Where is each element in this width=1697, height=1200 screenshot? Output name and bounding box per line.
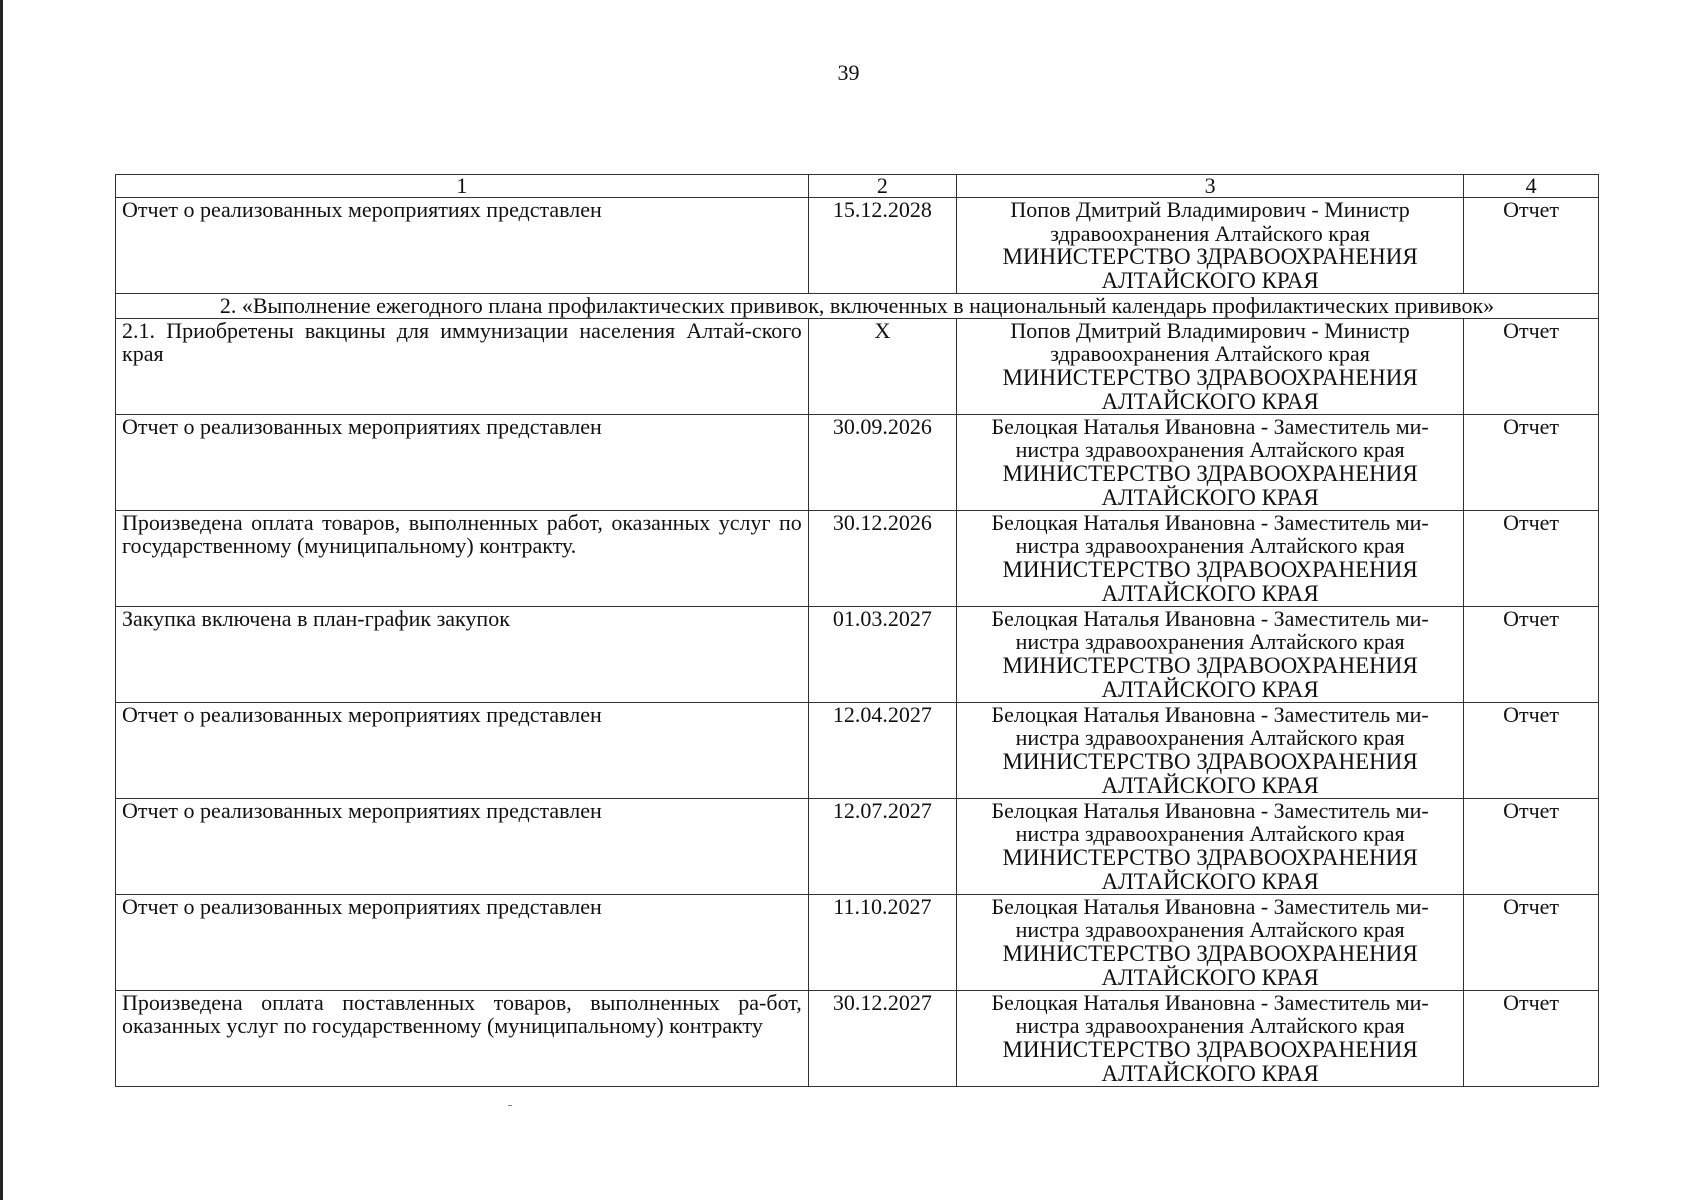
- responsible-person: Попов Дмитрий Владимирович - Министр здравоохранения Алтайского края: [1010, 197, 1410, 246]
- responsible-cell: [957, 894, 1464, 990]
- table-row: [116, 510, 1599, 606]
- result-cell: Закупка включена в план-график закупок: [116, 606, 809, 702]
- plan-table-body: [116, 175, 1599, 1087]
- doc-type-cell: Отчет: [1464, 198, 1599, 294]
- responsible-person: Попов Дмитрий Владимирович - Министр здравоохранения Алтайского края: [1010, 317, 1410, 366]
- column-header: 2: [808, 175, 956, 198]
- doc-type-cell: Отчет: [1464, 318, 1599, 414]
- date-cell: 30.12.2026: [808, 510, 956, 606]
- date-cell: 01.03.2027: [808, 606, 956, 702]
- result-cell: 2.1. Приобретены вакцины для иммунизации населения Алтай-ского края: [116, 318, 809, 414]
- result-cell: Произведена оплата товаров, выполненных работ, оказанных услуг по государственному (муниципальному) контракту.: [116, 510, 809, 606]
- responsible-person: Белоцкая Наталья Ивановна - Заместитель ми-нистра здравоохранения Алтайского края: [991, 509, 1429, 558]
- result-cell: Отчет о реализованных мероприятиях представлен: [116, 894, 809, 990]
- organization-name: МИНИСТЕРСТВО ЗДРАВООХРАНЕНИЯ АЛТАЙСКОГО КРАЯ: [1002, 460, 1418, 510]
- scan-edge: [0, 0, 3, 1200]
- doc-type-cell: Отчет: [1464, 894, 1599, 990]
- date-cell: 15.12.2028: [808, 198, 956, 294]
- responsible-person: Белоцкая Наталья Ивановна - Заместитель ми-нистра здравоохранения Алтайского края: [991, 989, 1429, 1038]
- doc-type-cell: Отчет: [1464, 606, 1599, 702]
- result-cell: Отчет о реализованных мероприятиях представлен: [116, 798, 809, 894]
- table-row: [116, 414, 1599, 510]
- header-row: [116, 175, 1599, 198]
- responsible-person: Белоцкая Наталья Ивановна - Заместитель ми-нистра здравоохранения Алтайского края: [991, 413, 1429, 462]
- responsible-cell: [957, 198, 1464, 294]
- doc-type-cell: Отчет: [1464, 702, 1599, 798]
- organization-name: МИНИСТЕРСТВО ЗДРАВООХРАНЕНИЯ АЛТАЙСКОГО КРАЯ: [1002, 244, 1418, 293]
- responsible-cell: [957, 702, 1464, 798]
- organization-name: МИНИСТЕРСТВО ЗДРАВООХРАНЕНИЯ АЛТАЙСКОГО КРАЯ: [1002, 556, 1418, 606]
- table-row: [116, 318, 1599, 414]
- date-cell: 30.12.2027: [808, 990, 956, 1086]
- responsible-cell: [957, 510, 1464, 606]
- date-cell: X: [808, 318, 956, 414]
- responsible-person: Белоцкая Наталья Ивановна - Заместитель ми-нистра здравоохранения Алтайского края: [991, 893, 1429, 942]
- result-cell: Отчет о реализованных мероприятиях представлен: [116, 702, 809, 798]
- organization-name: МИНИСТЕРСТВО ЗДРАВООХРАНЕНИЯ АЛТАЙСКОГО КРАЯ: [1002, 652, 1418, 702]
- responsible-person: Белоцкая Наталья Ивановна - Заместитель ми-нистра здравоохранения Алтайского края: [991, 605, 1429, 654]
- result-cell: Отчет о реализованных мероприятиях представлен: [116, 198, 809, 294]
- responsible-cell: [957, 606, 1464, 702]
- organization-name: МИНИСТЕРСТВО ЗДРАВООХРАНЕНИЯ АЛТАЙСКОГО КРАЯ: [1002, 364, 1418, 414]
- table-row: [116, 990, 1599, 1086]
- organization-name: МИНИСТЕРСТВО ЗДРАВООХРАНЕНИЯ АЛТАЙСКОГО КРАЯ: [1002, 1036, 1418, 1086]
- responsible-cell: [957, 414, 1464, 510]
- table-row: [116, 702, 1599, 798]
- responsible-cell: [957, 990, 1464, 1086]
- doc-type-cell: Отчет: [1464, 798, 1599, 894]
- column-header: 3: [957, 175, 1464, 198]
- scan-artifact: [508, 1105, 512, 1106]
- responsible-cell: [957, 318, 1464, 414]
- responsible-person: Белоцкая Наталья Ивановна - Заместитель ми-нистра здравоохранения Алтайского края: [991, 701, 1429, 750]
- doc-type-cell: Отчет: [1464, 414, 1599, 510]
- result-cell: Произведена оплата поставленных товаров, выполненных ра-бот, оказанных услуг по государственному (муниципальному) контракту: [116, 990, 809, 1086]
- doc-type-cell: Отчет: [1464, 990, 1599, 1086]
- table-row: [116, 606, 1599, 702]
- table-row: [116, 198, 1599, 294]
- organization-name: МИНИСТЕРСТВО ЗДРАВООХРАНЕНИЯ АЛТАЙСКОГО КРАЯ: [1002, 940, 1418, 990]
- result-cell: Отчет о реализованных мероприятиях представлен: [116, 414, 809, 510]
- responsible-cell: [957, 798, 1464, 894]
- date-cell: 12.07.2027: [808, 798, 956, 894]
- section-title: 2. «Выполнение ежегодного плана профилактических прививок, включенных в национальный календарь профилактических прививок»: [116, 294, 1599, 319]
- doc-type-cell: Отчет: [1464, 510, 1599, 606]
- table-row: [116, 798, 1599, 894]
- page-number: 39: [837, 60, 860, 85]
- organization-name: МИНИСТЕРСТВО ЗДРАВООХРАНЕНИЯ АЛТАЙСКОГО КРАЯ: [1002, 844, 1418, 894]
- organization-name: МИНИСТЕРСТВО ЗДРАВООХРАНЕНИЯ АЛТАЙСКОГО КРАЯ: [1002, 748, 1418, 798]
- table-row: [116, 894, 1599, 990]
- column-header: 4: [1464, 175, 1599, 198]
- section-row: [116, 294, 1599, 319]
- plan-table: [115, 174, 1599, 1087]
- responsible-person: Белоцкая Наталья Ивановна - Заместитель ми-нистра здравоохранения Алтайского края: [991, 797, 1429, 846]
- column-header: 1: [116, 175, 809, 198]
- date-cell: 11.10.2027: [808, 894, 956, 990]
- date-cell: 12.04.2027: [808, 702, 956, 798]
- date-cell: 30.09.2026: [808, 414, 956, 510]
